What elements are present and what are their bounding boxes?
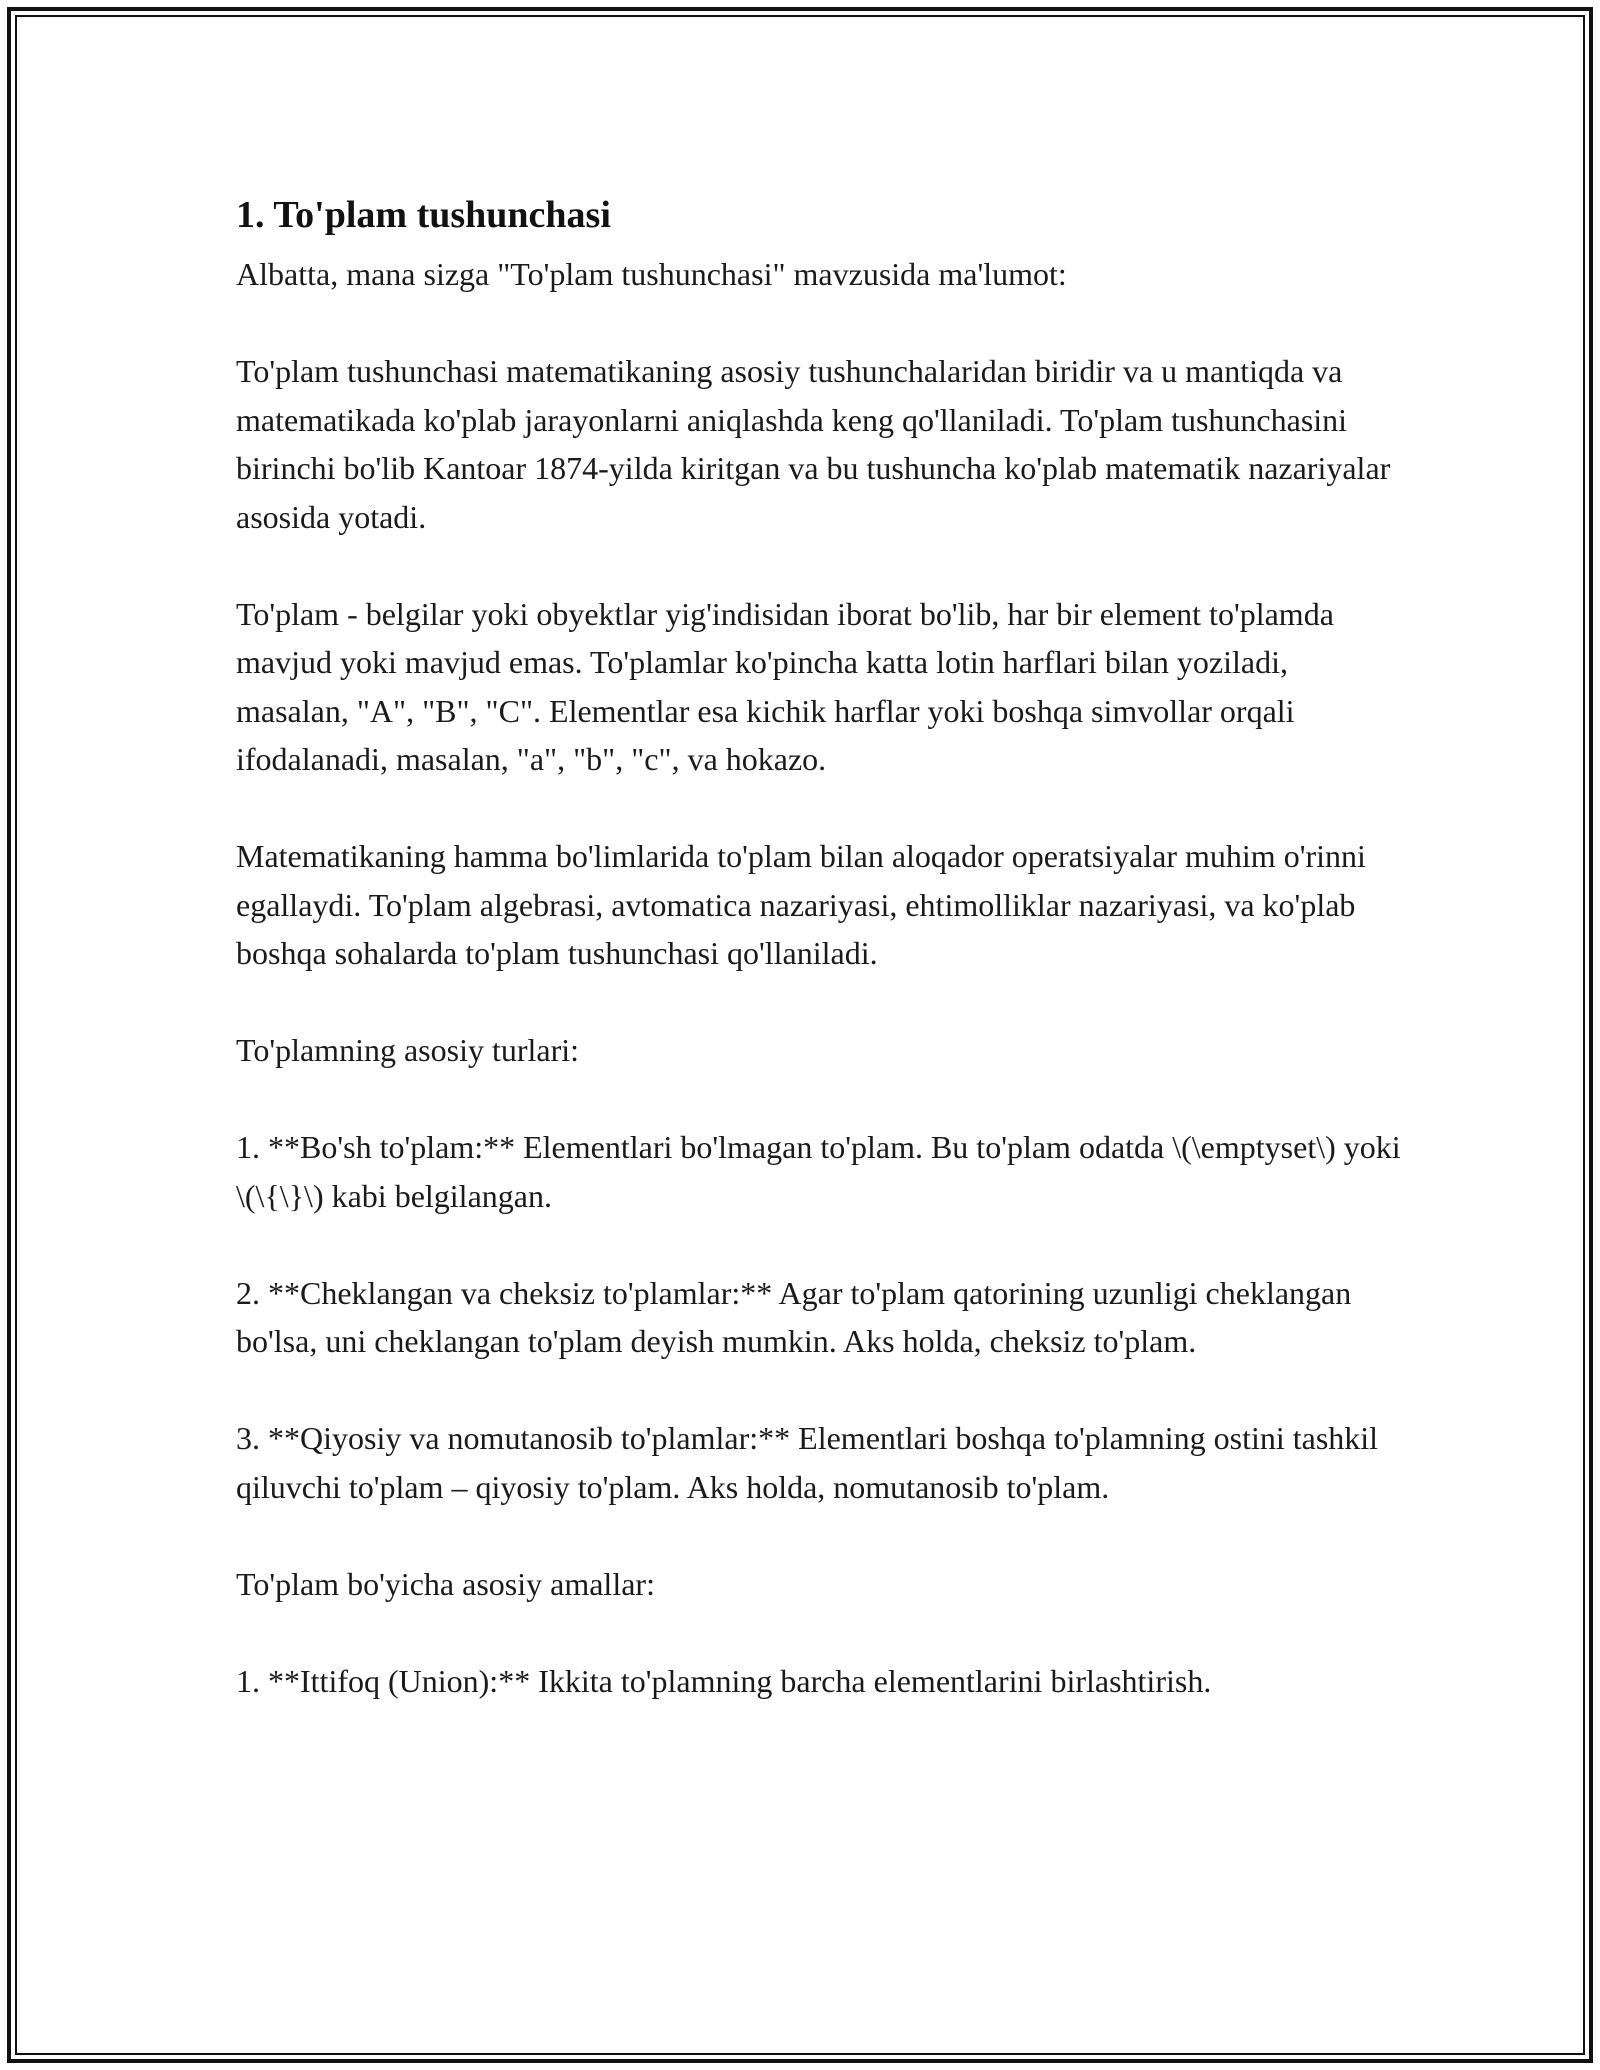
document-title: 1. To'plam tushunchasi bbox=[236, 194, 611, 236]
operations-heading: To'plam bo'yicha asosiy amallar: bbox=[236, 1565, 655, 1602]
type-item-subsets: 3. **Qiyosiy va nomutanosib to'plamlar:** Elementlari boshqa to'plamning ostini tashkil qiluvchi to'plam – qiyosiy to'plam. Aks holda, nomutanosib to'plam. bbox=[236, 1420, 1379, 1505]
set-description-paragraph: To'plam - belgilar yoki obyektlar yig'indisidan iborat bo'lib, har bir element to'plamda mavjud yoki mavjud emas. To'plamlar ko'pincha katta lotin harflari bilan yoziladi, masalan, "A", "B", "C". Elementlar esa kichik harflar yoki boshqa simvollar orqali ifodalanadi, masalan, "a", "b", "c", va hokazo. bbox=[236, 595, 1334, 777]
type-item-finite-infinite: 2. **Cheklangan va cheksiz to'plamlar:** Agar to'plam qatorining uzunligi cheklangan bo'lsa, uni cheklangan to'plam deyish mumkin. Aks holda, cheksiz to'plam. bbox=[236, 1274, 1352, 1359]
definition-paragraph: To'plam tushunchasi matematikaning asosiy tushunchalaridan biridir va u mantiqda va matematikada ko'plab jarayonlarni aniqlashda keng qo'llaniladi. To'plam tushunchasini birinchi bo'lib Kantoar 1874-yilda kiritgan va bu tushuncha ko'plab matematik nazariyalar asosida yotadi. bbox=[236, 353, 1391, 535]
type-item-empty-set: 1. **Bo'sh to'plam:** Elementlari bo'lmagan to'plam. Bu to'plam odatda \(\emptyset\) yoki \(\{\}\) kabi belgilangan. bbox=[236, 1129, 1401, 1214]
document-body bbox=[236, 186, 1406, 1754]
intro-paragraph: Albatta, mana sizga "To'plam tushunchasi" mavzusida ma'lumot: bbox=[236, 256, 1067, 292]
applications-paragraph: Matematikaning hamma bo'limlarida to'plam bilan aloqador operatsiyalar muhim o'rinni egallaydi. To'plam algebrasi, avtomatica nazariyasi, ehtimolliklar nazariyasi, va ko'plab boshqa sohalarda to'plam tushunchasi qo'llaniladi. bbox=[236, 838, 1366, 971]
types-heading: To'plamning asosiy turlari: bbox=[236, 1032, 580, 1068]
operation-item-union: 1. **Ittifoq (Union):** Ikkita to'plamning barcha elementlarini birlashtirish. bbox=[236, 1662, 1212, 1699]
